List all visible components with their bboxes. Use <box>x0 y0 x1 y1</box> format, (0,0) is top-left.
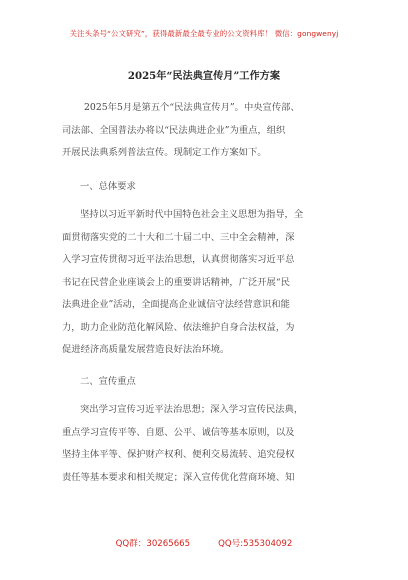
paragraph-line: 面贯彻落实党的二十大和二十届二中、三中全会精神，深 <box>62 231 295 243</box>
paragraph-line: 突出学习宣传习近平法治思想；深入学习宣传民法典， <box>80 404 304 415</box>
qq-number-text: QQ号:535304092 <box>218 539 293 549</box>
paragraph-line: 司法部、全国普法办将以“民法典进企业”为重点，组织 <box>62 124 286 136</box>
paragraph-line: 书记在民营企业座谈会上的重要讲话精神，广泛开展“民 <box>62 276 290 288</box>
section2-paragraph <box>62 399 352 489</box>
document-title: 2025年“民法典宣传月”工作方案 <box>127 70 281 82</box>
paragraph-line: 重点学习宣传平等、自愿、公平、诚信等基本原则，以及 <box>62 426 295 438</box>
paragraph-line: 坚持主体平等、保护财产权利、便利交易流转、追究侵权 <box>62 449 295 460</box>
section-heading-publicity-focus: 二、宣传重点 <box>80 376 136 387</box>
qq-group-text: QQ群：30265665 <box>115 539 191 549</box>
promo-banner: 关注头条号“公文研究”，获得最新最全最专业的公文资料库！ 微信：gongwenyj <box>69 29 339 38</box>
section-heading-general-requirements: 一、总体要求 <box>80 181 136 192</box>
paragraph-line: 2025年5月是第五个“民法典宣传月”。中央宣传部、 <box>84 102 300 113</box>
paragraph-line: 坚持以习近平新时代中国特色社会主义思想为指导，全 <box>80 209 304 220</box>
paragraph-line: 责任等基本要求和相关规定；深入宣传优化营商环境、知 <box>62 471 295 483</box>
paragraph-line: 促进经济高质量发展营造良好法治环境。 <box>62 344 230 355</box>
contact-footer <box>0 537 408 549</box>
paragraph-line: 开展民法典系列普法宣传。现制定工作方案如下。 <box>62 147 267 158</box>
paragraph-line: 力，助力企业防范化解风险、依法维护自身合法权益，为 <box>62 321 295 333</box>
paragraph-line: 入学习宣传贯彻习近平法治思想，认真贯彻落实习近平总 <box>62 254 295 265</box>
intro-paragraph <box>62 97 352 165</box>
paragraph-line: 法典进企业”活动，全面提高企业诚信守法经营意识和能 <box>62 299 290 310</box>
section1-paragraph <box>62 204 352 362</box>
